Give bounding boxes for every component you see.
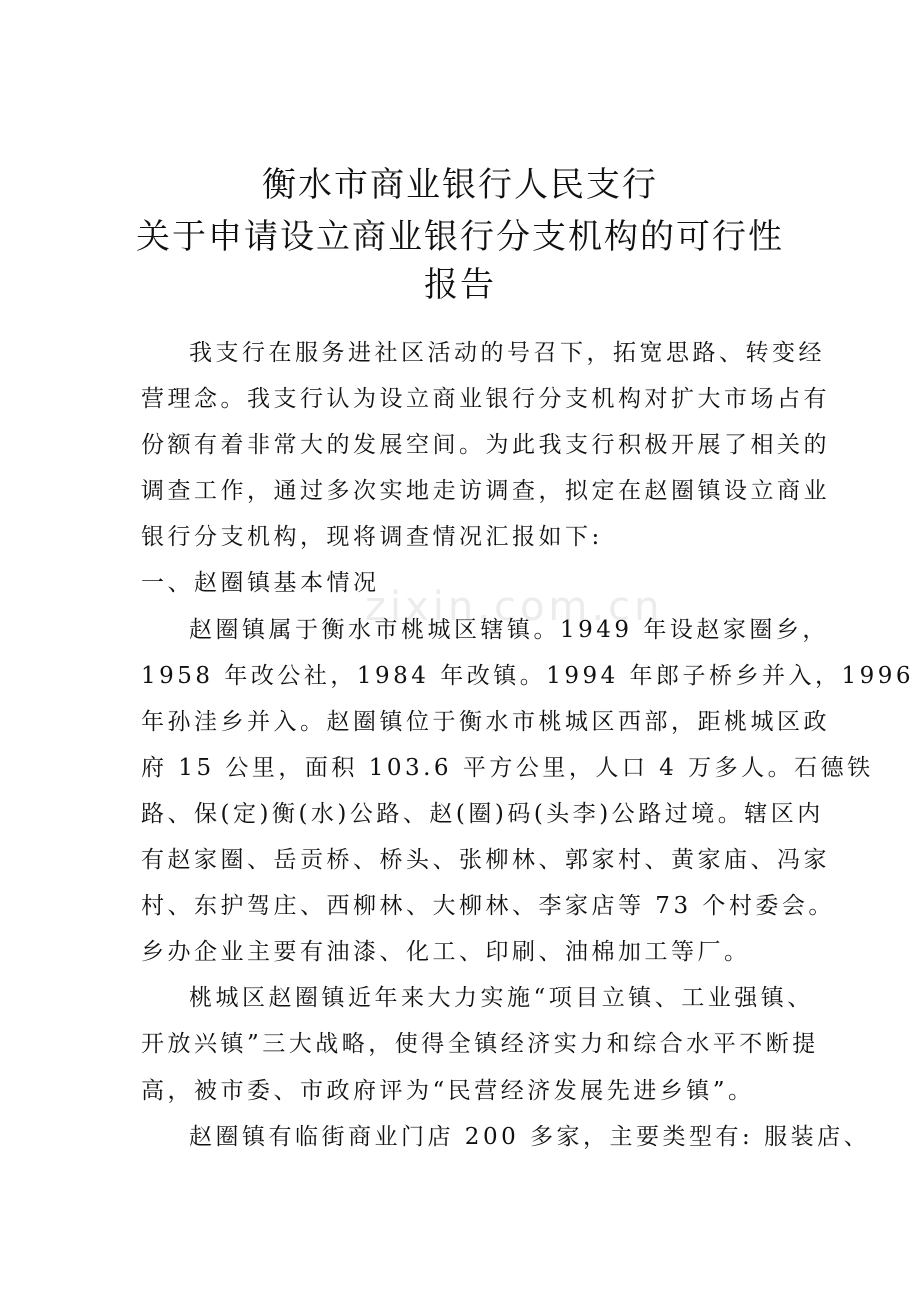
body-line: 府 15 公里，面积 103.6 平方公里，人口 4 万多人。石德铁: [141, 754, 874, 781]
body-line: 赵圈镇属于衡水市桃城区辖镇。1949 年设赵家圈乡，: [189, 616, 829, 643]
body-line: 村、东护驾庄、西柳林、大柳林、李家店等 73 个村委会。: [141, 893, 835, 920]
body-line: 年孙洼乡并入。赵圈镇位于衡水市桃城区西部，距桃城区政: [141, 708, 830, 735]
body-line: 营理念。我支行认为设立商业银行分支机构对扩大市场占有: [141, 386, 830, 413]
body-line: 高，被市委、市政府评为“民营经济发展先进乡镇”。: [141, 1077, 755, 1104]
title-line-2: 关于申请设立商业银行分支机构的可行性: [136, 217, 784, 257]
body-line: 桃城区赵圈镇近年来大力实施“项目立镇、工业强镇、: [189, 985, 814, 1012]
body-line: 我支行在服务进社区活动的号召下，拓宽思路、转变经: [189, 340, 825, 366]
section-heading: 一、赵圈镇基本情况: [141, 570, 380, 597]
body-line: 份额有着非常大的发展空间。为此我支行积极开展了相关的: [141, 432, 830, 459]
watermark: zixin.com.cn: [365, 584, 664, 630]
body-line: 有赵家圈、岳贡桥、桥头、张柳林、郭家村、黄家庙、冯家: [141, 847, 830, 874]
body-line: 调查工作，通过多次实地走访调查，拟定在赵圈镇设立商业: [141, 478, 830, 505]
document-body: [141, 330, 915, 1160]
body-line: 银行分支机构，现将调查情况汇报如下:: [141, 524, 603, 551]
title-line-3: 报告: [424, 265, 496, 305]
body-line: 乡办企业主要有油漆、化工、印刷、油棉加工等厂。: [141, 939, 751, 966]
body-line: 开放兴镇”三大战略，使得全镇经济实力和综合水平不断提: [141, 1031, 819, 1058]
body-line: 赵圈镇有临街商业门店 200 多家，主要类型有: 服装店、: [189, 1123, 871, 1150]
body-line: 路、保(定)衡(水)公路、赵(圈)码(头李)公路过境。辖区内: [141, 800, 824, 827]
title-line-1: 衡水市商业银行人民支行: [262, 165, 658, 205]
body-line: 1958 年改公社，1984 年改镇。1994 年郎子桥乡并入，1996: [141, 662, 915, 689]
